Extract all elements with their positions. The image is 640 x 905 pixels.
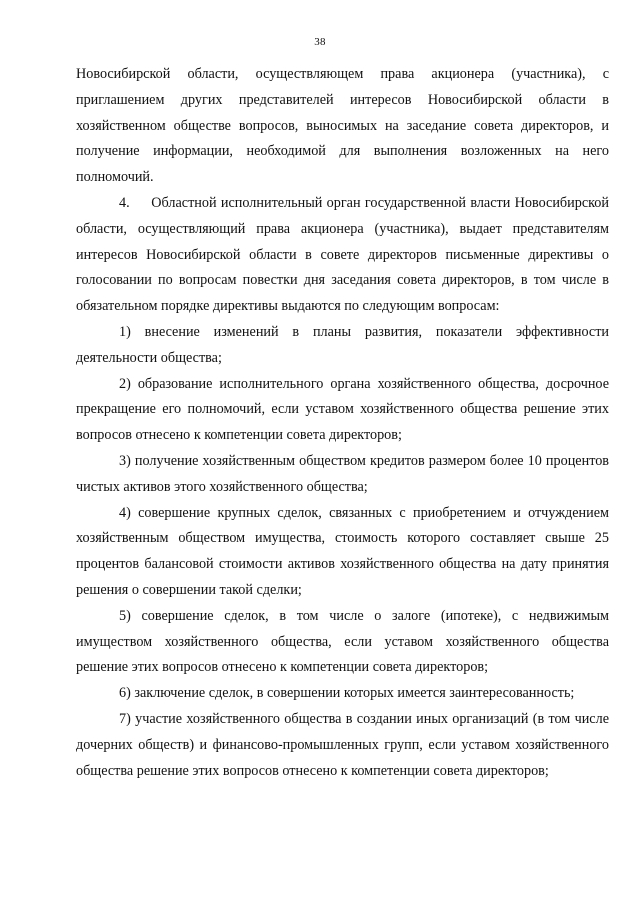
paragraph-item-4: 4. Областной исполнительный орган государственной власти Новосибирской области, осуществляющий права акционера (участника), выдает представителям интересов Новосибирской области в совете директоров письменные директивы о голосовании по вопросам повестки дня заседания совета директоров, в том числе в обязательном порядке директивы выдаются по следующим вопросам: xyxy=(76,194,609,315)
list-item: 7) участие хозяйственного общества в создании иных организаций (в том числе дочерних обществ) и финансово-промышленных групп, если уставом хозяйственного общества решение этих вопросов отнесено к компетенции совета директоров; xyxy=(76,710,609,779)
list-item: 1) внесение изменений в планы развития, показатели эффективности деятельности общества; xyxy=(76,323,609,366)
list-item: 5) совершение сделок, в том числе о залоге (ипотеке), с недвижимым имуществом хозяйственного общества, если уставом хозяйственного общества решение этих вопросов отнесено к компетенции совета директоров; xyxy=(76,607,609,676)
page-number: 38 xyxy=(314,36,326,48)
list-item: 2) образование исполнительного органа хозяйственного общества, досрочное прекращение его полномочий, если уставом хозяйственного общества решение этих вопросов отнесено к компетенции совета директоров; xyxy=(76,375,609,444)
list-item: 6) заключение сделок, в совершении которых имеется заинтересованность; xyxy=(119,685,575,702)
paragraph-continuation: Новосибирской области, осуществляющем права акционера (участника), с приглашением других представителей интересов Новосибирской области в хозяйственном обществе вопросов, выносимых на заседание совета директоров, и получение информации, необходимой для выполнения возложенных на него полномочий. xyxy=(76,66,609,186)
list-item: 4) совершение крупных сделок, связанных с приобретением и отчуждением хозяйственным обществом имущества, стоимость которого составляет свыше 25 процентов балансовой стоимости активов хозяйственного общества на дату принятия решения о совершении такой сделки; xyxy=(76,504,609,598)
list-item: 3) получение хозяйственным обществом кредитов размером более 10 процентов чистых активов этого хозяйственного общества; xyxy=(76,452,609,495)
document-body xyxy=(76,62,609,784)
